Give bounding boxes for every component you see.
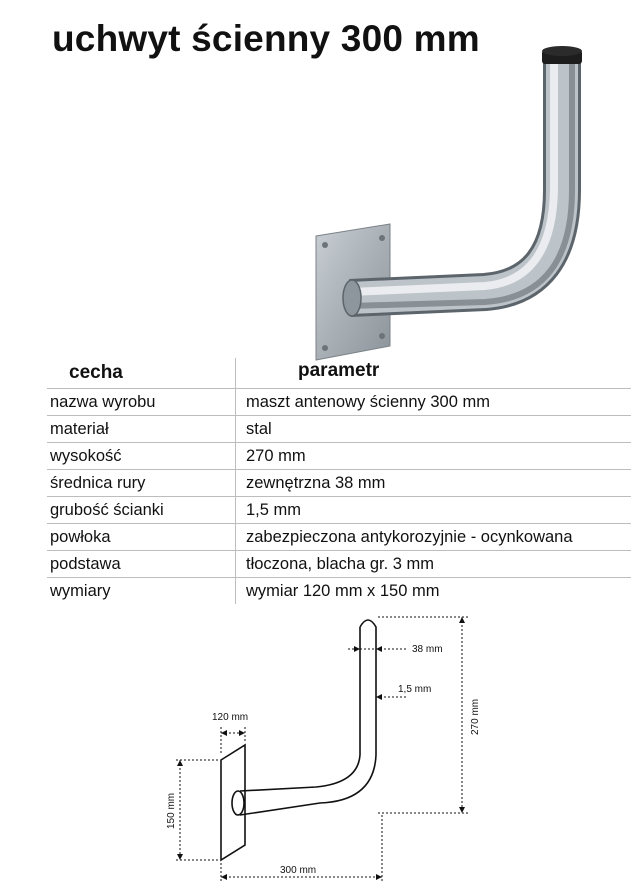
row-feature: nazwa wyrobu xyxy=(47,389,236,416)
row-value: zabezpieczona antykorozyjnie - ocynkowana xyxy=(236,524,631,551)
row-value: tłoczona, blacha gr. 3 mm xyxy=(236,551,631,578)
row-value: maszt antenowy ścienny 300 mm xyxy=(236,389,631,416)
row-value: wymiar 120 mm x 150 mm xyxy=(246,581,440,600)
row-feature: średnica rury xyxy=(47,470,236,497)
row-value: zewnętrzna 38 mm xyxy=(236,470,631,497)
technical-drawing xyxy=(160,605,500,886)
table-row xyxy=(47,497,631,524)
dim-label-120: 120 mm xyxy=(212,712,249,723)
dim-label-150: 150 mm xyxy=(166,792,177,829)
table-row xyxy=(47,551,631,578)
row-feature: wymiary xyxy=(47,578,236,605)
table-row xyxy=(47,416,631,443)
table-row xyxy=(47,524,631,551)
table-row xyxy=(47,470,631,497)
header-feature: cecha xyxy=(47,358,236,389)
spec-table xyxy=(47,358,631,604)
row-value: stal xyxy=(236,416,631,443)
dim-label-270: 270 mm xyxy=(470,698,481,735)
table-row xyxy=(47,578,631,605)
header-parameter: parametr xyxy=(236,358,631,389)
row-value: 270 mm xyxy=(236,443,631,470)
table-row xyxy=(47,443,631,470)
row-value: 1,5 mm xyxy=(236,497,631,524)
row-feature: podstawa xyxy=(47,551,236,578)
table-row xyxy=(47,389,631,416)
drawing-plate xyxy=(221,745,245,860)
dim-label-300: 300 mm xyxy=(280,865,317,876)
row-feature: grubość ścianki xyxy=(47,497,236,524)
bracket-photo xyxy=(300,40,600,370)
table-header-row xyxy=(47,358,631,389)
drawing-tube-inner xyxy=(240,627,360,791)
row-feature: powłoka xyxy=(47,524,236,551)
dim-label-1-5: 1,5 mm xyxy=(398,684,432,695)
dim-label-38: 38 mm xyxy=(412,644,443,655)
page-title: uchwyt ścienny 300 mm xyxy=(52,18,480,59)
row-feature: wysokość xyxy=(47,443,236,470)
row-feature: materiał xyxy=(47,416,236,443)
